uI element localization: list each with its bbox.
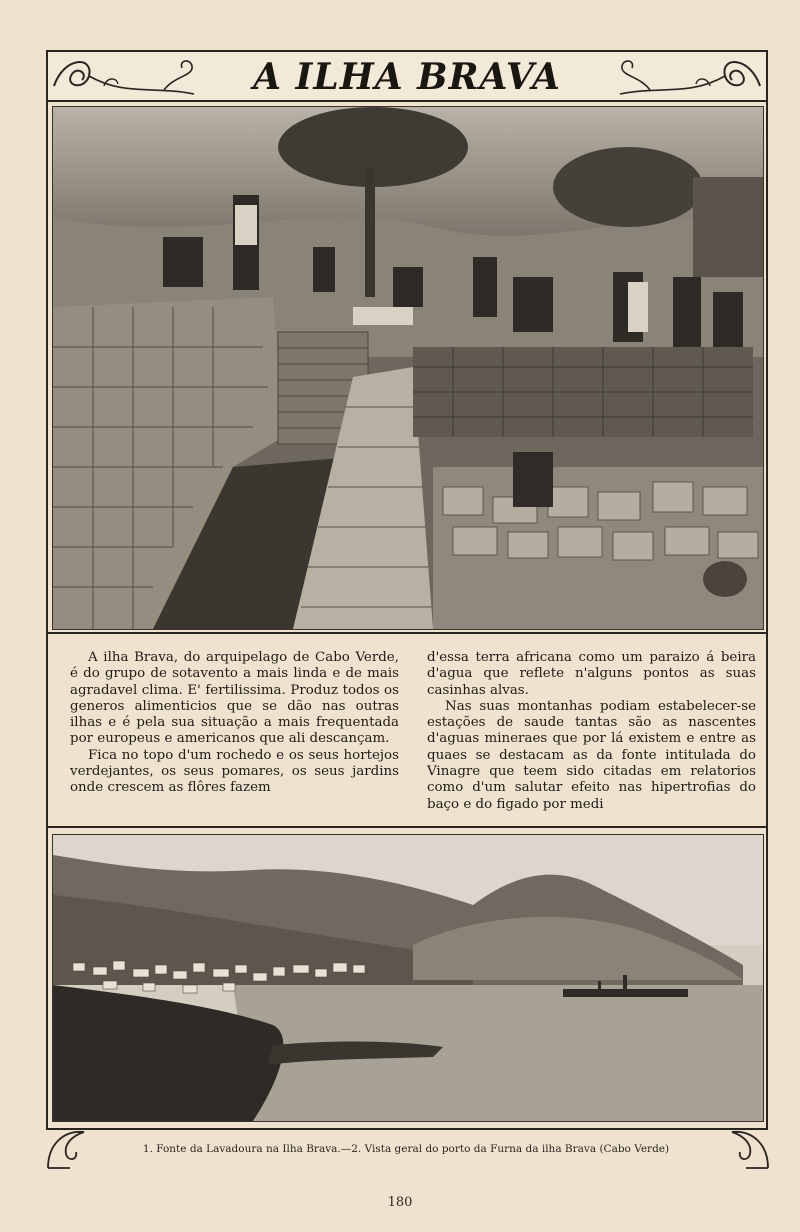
- figure-caption: 1. Fonte da Lavadoura na Ilha Brava.—2. Vista geral do porto da Furna da ilha Brava (Cabo Verde): [142, 1143, 670, 1155]
- article-text: [70, 650, 756, 822]
- corner-ornament-right: [724, 1124, 772, 1172]
- paragraph: Nas suas montanhas podiam estabelecer-se estações de saude tantas são as nascentes d'aguas mineraes que por lá existem e entre as quaes se destacam as da fonte intitulada do Vinagre que teem sido citadas em relatorios como d'um salutar efeito nas hipertrofias do baço e do figado por medi: [427, 698, 756, 812]
- title-banner: [46, 50, 768, 102]
- paragraph: d'essa terra africana como um paraizo á beira d'agua que reflete n'alguns pontos as suas casinhas alvas.: [427, 650, 756, 698]
- paragraph: Fica no topo d'um rochedo e os seus hortejos verdejantes, os seus pomares, os seus jardins onde crescem as flôres fazem: [70, 747, 399, 796]
- article-column-1: [70, 650, 399, 822]
- page-title: A ILHA BRAVA: [253, 56, 561, 98]
- photo-porto-da-furna: [52, 834, 764, 1122]
- flourish-ornament-right: [600, 46, 770, 104]
- article-column-2: [427, 650, 756, 822]
- divider-bottom: [46, 826, 768, 828]
- page-number: 180: [387, 1195, 413, 1210]
- paragraph: A ilha Brava, do arquipelago de Cabo Verde, é do grupo de sotavento a mais linda e de mais agradavel clima. E' fertilissima. Produz todos os generos alimenticios que se dão nas outras ilhas e é pela sua situação a mais frequentada por europeus e americanos que ali descançam.: [70, 650, 399, 747]
- corner-ornament-left: [44, 1124, 92, 1172]
- photo-fonte-da-lavadoura: [52, 106, 764, 630]
- divider-top: [46, 632, 768, 634]
